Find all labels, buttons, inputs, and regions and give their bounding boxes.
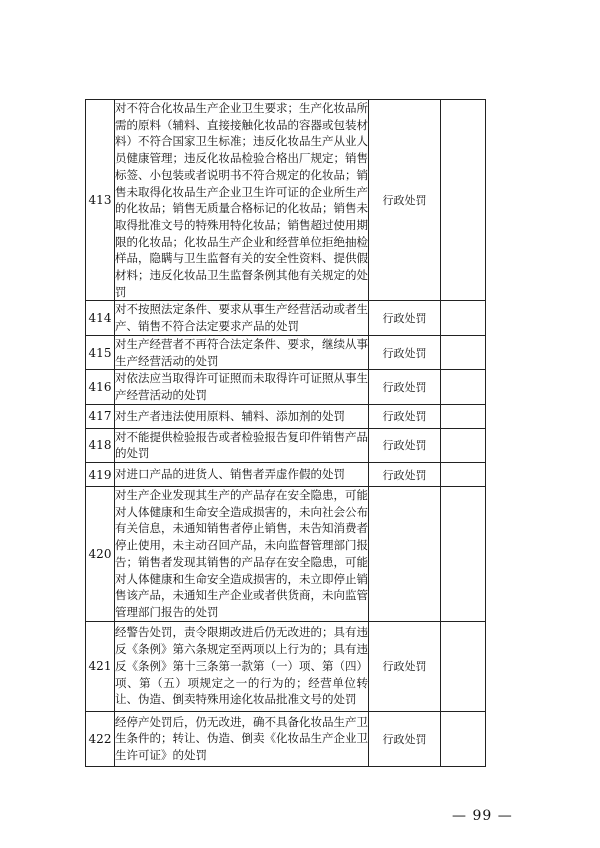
row-number: 419 — [86, 463, 115, 487]
row-blank-cell — [441, 301, 486, 335]
row-category: 行政处罚 — [369, 370, 441, 404]
row-blank-cell — [441, 428, 486, 462]
table-row — [86, 404, 486, 428]
row-content: 对不按照法定条件、要求从事生产经营活动或者生产、销售不符合法定要求产品的处罚 — [115, 301, 369, 335]
row-content: 经警告处罚，责令限期改进后仍无改进的；具有违反《条例》第六条规定至两项以上行为的；具有违反《条例》第十三条第一款第（一）项、第（四）项、第（五）项规定之一的行为的；经营单位转让、伪造、倒卖特殊用途化妆品批准文号的处罚 — [115, 621, 369, 711]
row-number: 418 — [86, 428, 115, 462]
row-number: 422 — [86, 711, 115, 766]
row-number: 416 — [86, 370, 115, 404]
row-number: 417 — [86, 404, 115, 428]
table-row — [86, 463, 486, 487]
row-category: 行政处罚 — [369, 335, 441, 369]
row-content: 对不能提供检验报告或者检验报告复印件销售产品的处罚 — [115, 428, 369, 462]
row-content: 对不符合化妆品生产企业卫生要求；生产化妆品所需的原料（辅料、直接接触化妆品的容器或包装材料）不符合国家卫生标准；违反化妆品生产从业人员健康管理；违反化妆品检验合格出厂规定；销售标签、小包装或者说明书不符合规定的化妆品；销售未取得化妆品生产企业卫生许可证的企业所生产的化妆品；销售无质量合格标记的化妆品；销售未取得批准文号的特殊用特化妆品；销售超过使用期限的化妆品；化妆品生产企业和经营单位拒绝抽检样品，隐瞒与卫生监督有关的安全性资料、提供假材料；违反化妆品卫生监督条例其他有关规定的处罚 — [115, 100, 369, 301]
table-row — [86, 711, 486, 766]
row-blank-cell — [441, 463, 486, 487]
table-row — [86, 370, 486, 404]
row-blank-cell — [441, 621, 486, 711]
row-blank-cell — [441, 487, 486, 622]
row-category: 行政处罚 — [369, 621, 441, 711]
row-category: 行政处罚 — [369, 428, 441, 462]
row-category: 行政处罚 — [369, 404, 441, 428]
table-row — [86, 301, 486, 335]
row-content: 对生产者违法使用原料、辅料、添加剂的处罚 — [115, 404, 369, 428]
row-number: 413 — [86, 100, 115, 301]
row-blank-cell — [441, 370, 486, 404]
page-number: — 99 — — [452, 808, 513, 824]
row-content: 对依法应当取得许可证照而未取得许可证照从事生产经营活动的处罚 — [115, 370, 369, 404]
row-content: 对生产企业发现其生产的产品存在安全隐患，可能对人体健康和生命安全造成损害的，未向社会公布有关信息，未通知销售者停止销售，未告知消费者停止使用，未主动召回产品，未向监督管理部门报告；销售者发现其销售的产品存在安全隐患，可能对人体健康和生命安全造成损害的，未立即停止销售该产品，未通知生产企业或者供货商，未向监管管理部门报告的处罚 — [115, 487, 369, 622]
row-content: 对进口产品的进货人、销售者弄虚作假的处罚 — [115, 463, 369, 487]
row-blank-cell — [441, 100, 486, 301]
row-category: 行政处罚 — [369, 463, 441, 487]
row-content: 对生产经营者不再符合法定条件、要求，继续从事生产经营活动的处罚 — [115, 335, 369, 369]
row-blank-cell — [441, 404, 486, 428]
row-category: 行政处罚 — [369, 100, 441, 301]
row-content: 经停产处罚后，仍无改进，确不具备化妆品生产卫生条件的；转让、伪造、倒卖《化妆品生产企业卫生许可证》的处罚 — [115, 711, 369, 766]
row-number: 414 — [86, 301, 115, 335]
row-category — [369, 487, 441, 622]
table-row — [86, 428, 486, 462]
row-category: 行政处罚 — [369, 301, 441, 335]
items-table — [85, 99, 486, 767]
table-row — [86, 100, 486, 301]
row-number: 420 — [86, 487, 115, 622]
table-row — [86, 335, 486, 369]
row-number: 421 — [86, 621, 115, 711]
row-number: 415 — [86, 335, 115, 369]
table-row — [86, 621, 486, 711]
row-blank-cell — [441, 711, 486, 766]
row-blank-cell — [441, 335, 486, 369]
row-category: 行政处罚 — [369, 711, 441, 766]
table-row — [86, 487, 486, 622]
